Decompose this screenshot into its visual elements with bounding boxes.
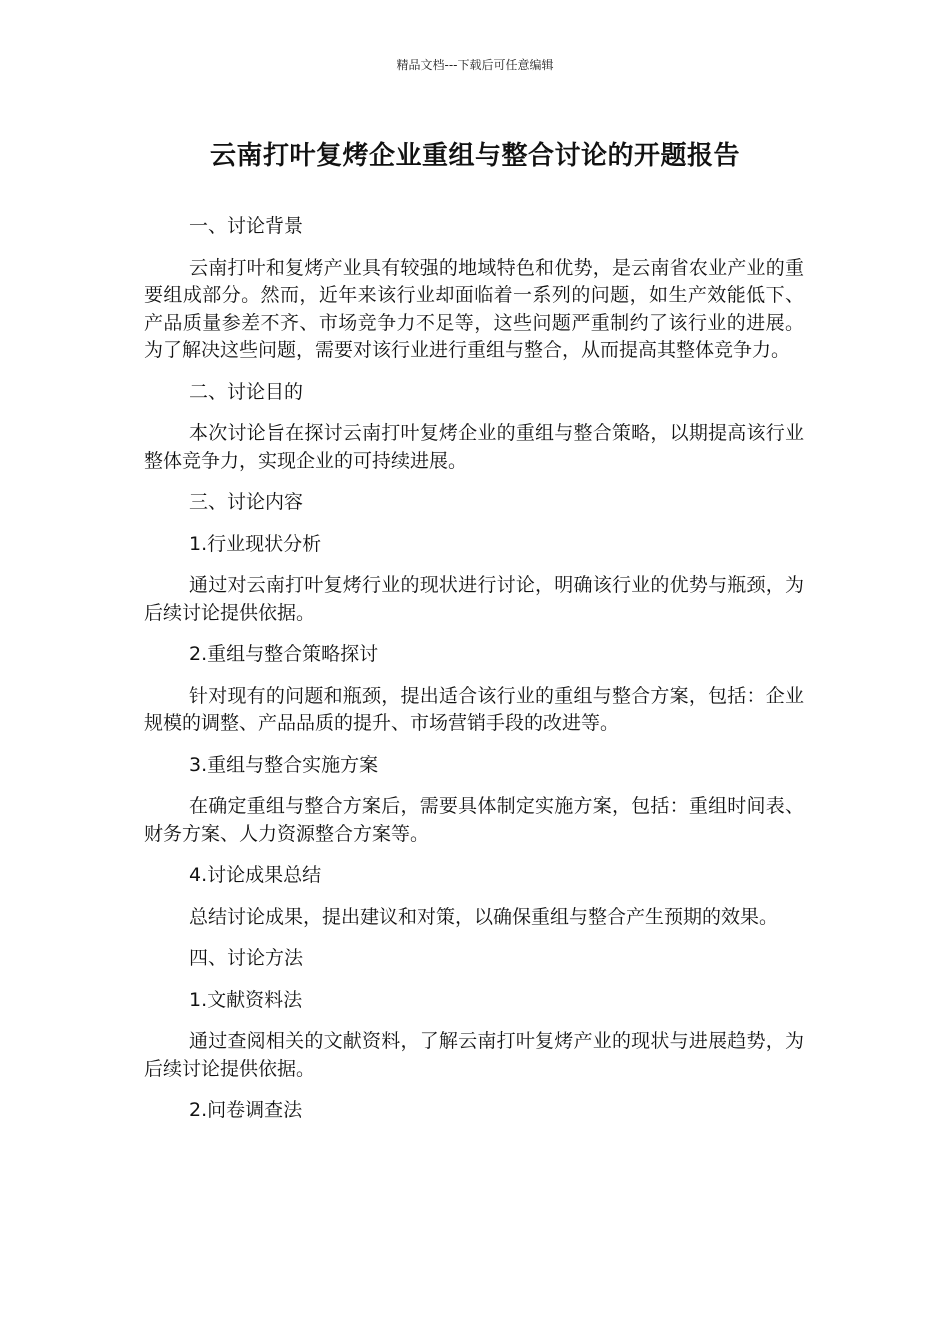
header-note: 精品文档---下载后可任意编辑 xyxy=(396,58,554,72)
subsection-heading: 2.问卷调查法 xyxy=(189,1099,303,1121)
body-paragraph: 本次讨论旨在探讨云南打叶复烤企业的重组与整合策略，以期提高该行业整体竞争力，实现企业的可持续进展。 xyxy=(144,422,804,472)
subsection-heading: 1.行业现状分析 xyxy=(189,532,322,555)
document-title: 云南打叶复烤企业重组与整合讨论的开题报告 xyxy=(209,141,740,171)
section-heading: 二、讨论目的 xyxy=(189,380,304,403)
section-heading: 三、讨论内容 xyxy=(189,491,304,513)
body-paragraph: 通过对云南打叶复烤行业的现状进行讨论，明确该行业的优势与瓶颈，为后续讨论提供依据。 xyxy=(144,574,804,624)
subsection-heading: 1.文献资料法 xyxy=(189,988,303,1011)
subsection-heading: 2.重组与整合策略探讨 xyxy=(189,643,379,665)
subsection-heading: 3.重组与整合实施方案 xyxy=(189,753,379,776)
body-paragraph: 总结讨论成果，提出建议和对策，以确保重组与整合产生预期的效果。 xyxy=(189,905,779,928)
body-paragraph: 针对现有的问题和瓶颈，提出适合该行业的重组与整合方案，包括：企业规模的调整、产品品质的提升、市场营销手段的改进等。 xyxy=(144,684,804,734)
section-heading: 一、讨论背景 xyxy=(189,215,304,237)
section-heading: 四、讨论方法 xyxy=(189,947,304,969)
body-paragraph: 在确定重组与整合方案后，需要具体制定实施方案，包括：重组时间表、财务方案、人力资源整合方案等。 xyxy=(144,795,804,845)
body-paragraph: 通过查阅相关的文献资料，了解云南打叶复烤产业的现状与进展趋势，为后续讨论提供依据。 xyxy=(144,1030,804,1080)
subsection-heading: 4.讨论成果总结 xyxy=(189,864,322,886)
document-body xyxy=(144,213,804,1139)
body-paragraph: 云南打叶和复烤产业具有较强的地域特色和优势，是云南省农业产业的重要组成部分。然而，近年来该行业却面临着一系列的问题，如生产效能低下、产品质量参差不齐、市场竞争力不足等，这些问题严重制约了该行业的进展。为了解决这些问题，需要对该行业进行重组与整合，从而提高其整体竞争力。 xyxy=(144,256,804,361)
